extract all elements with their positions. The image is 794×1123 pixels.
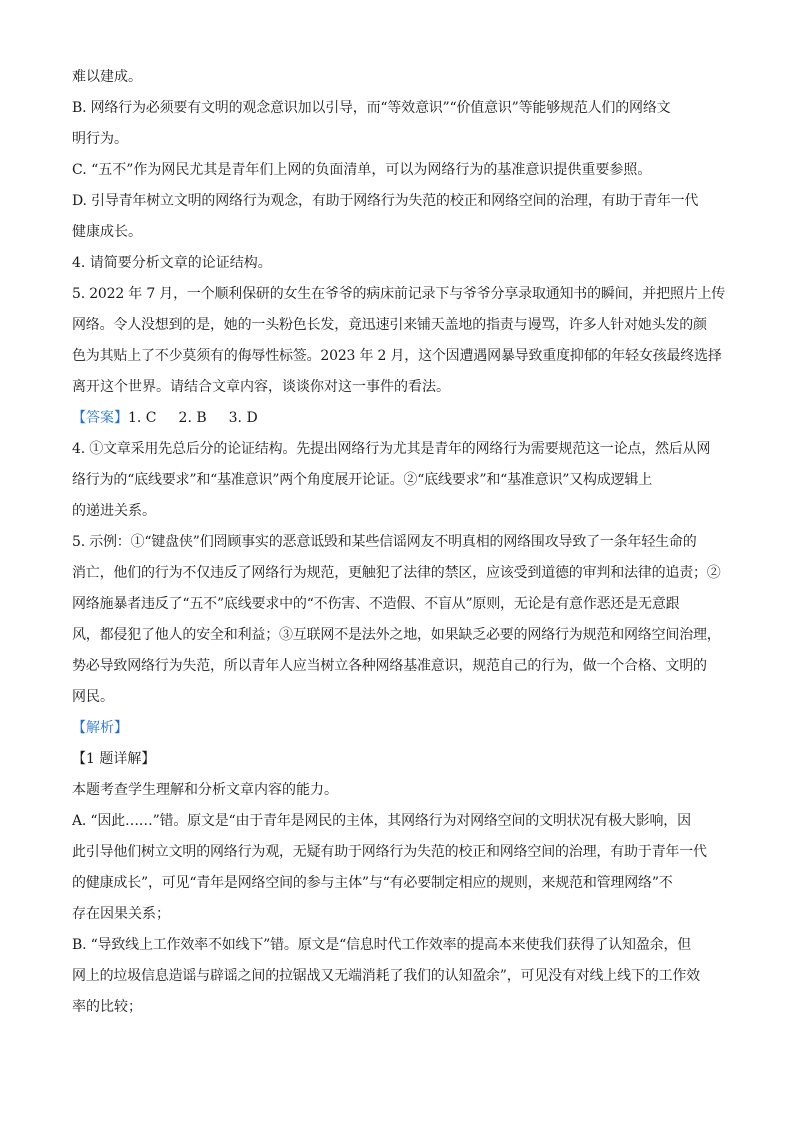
text-line: 明行为。 — [72, 131, 128, 147]
question-4: 4. 请简要分析文章的论证结构。 — [72, 255, 272, 271]
text-line: 离开这个世界。请结合文章内容，谈谈你对这一事件的看法。 — [72, 379, 450, 395]
text-line: 网民。 — [72, 689, 114, 705]
analysis-tag: 【解析】 — [72, 720, 128, 736]
text-line: 网络。令人没想到的是，她的一头粉色长发，竟迅速引来铺天盖地的指责与谩骂，许多人针对她头发的颜 — [72, 317, 707, 333]
q1-heading: 【1 题详解】 — [72, 751, 156, 767]
analysis-a-line: A. “因此……”错。原文是“由于青年是网民的主体，其网络行为对网络空间的文明状况有极大影响，因 — [72, 813, 691, 829]
answer-item: 2. B — [178, 410, 207, 426]
answer-5-line: 5. 示例：①“键盘侠”们罔顾事实的恶意诋毁和某些信谣网友不明真相的网络围攻导致了一条年轻生命的 — [72, 534, 697, 550]
answer-item: 3. D — [228, 410, 258, 426]
text-line: 消亡，他们的行为不仅违反了网络行为规范，更触犯了法律的禁区，应该受到道德的审判和法律的追责；② — [72, 565, 721, 581]
text-line: 难以建成。 — [72, 69, 142, 85]
text-line: 络行为的“底线要求”和“基准意识”两个角度展开论证。②“底线要求”和“基准意识”又构成逻辑上 — [72, 472, 653, 488]
text-line: 网上的垃圾信息造谣与辟谣之间的拉锯战又无端消耗了我们的认知盈余”，可见没有对线上线下的工作效 — [72, 968, 700, 984]
option-b-line: B. 网络行为必须要有文明的观念意识加以引导，而“等效意识”“价值意识”等能够规范人们的网络文 — [72, 100, 671, 116]
text-line: 此引导他们树立文明的网络行为观，无疑有助于网络行为失范的校正和网络空间的治理，有助于青年一代 — [72, 844, 707, 860]
document-page — [72, 62, 732, 1023]
text-line: 的递进关系。 — [72, 503, 156, 519]
option-d-line: D. 引导青年树立文明的网络行为观念，有助于网络行为失范的校正和网络空间的治理，有助于青年一代 — [72, 193, 699, 209]
text-line: 的健康成长”，可见“青年是网络空间的参与主体”与“有必要制定相应的规则，来规范和管理网络”不 — [72, 875, 673, 891]
answer-line — [72, 403, 732, 434]
analysis-b-line: B. “导致线上工作效率不如线下”错。原文是“信息时代工作效率的提高本来使我们获得了认知盈余，但 — [72, 937, 692, 953]
answer-tag: 【答案】 — [72, 410, 128, 426]
text-line: 本题考查学生理解和分析文章内容的能力。 — [72, 782, 338, 798]
text-line: 风，都侵犯了他人的安全和利益；③互联网不是法外之地，如果缺乏必要的网络行为规范和网络空间治理， — [72, 627, 721, 643]
text-line: 网络施暴者违反了“五不”底线要求中的“不伤害、不造假、不盲从”原则，无论是有意作恶还是无意跟 — [72, 596, 680, 612]
text-line: 健康成长。 — [72, 224, 142, 240]
text-line: 色为其贴上了不少莫须有的侮辱性标签。2023 年 2 月，这个因遭遇网暴导致重度抑郁的年轻女孩最终选择 — [72, 348, 722, 364]
answer-4-line: 4. ①文章采用先总后分的论证结构。先提出网络行为尤其是青年的网络行为需要规范这一论点，然后从网 — [72, 441, 711, 457]
question-5: 5. 2022 年 7 月，一个顺利保研的女生在爷爷的病床前记录下与爷爷分享录取通知书的瞬间，并把照片上传 — [72, 286, 726, 302]
option-c-line: C. “五不”作为网民尤其是青年们上网的负面清单，可以为网络行为的基准意识提供重要参照。 — [72, 162, 652, 178]
answer-item: 1. C — [128, 410, 157, 426]
text-line: 势必导致网络行为失范，所以青年人应当树立各种网络基准意识，规范自己的行为，做一个合格、文明的 — [72, 658, 707, 674]
text-line: 率的比较； — [72, 999, 142, 1015]
text-line: 存在因果关系； — [72, 906, 170, 922]
